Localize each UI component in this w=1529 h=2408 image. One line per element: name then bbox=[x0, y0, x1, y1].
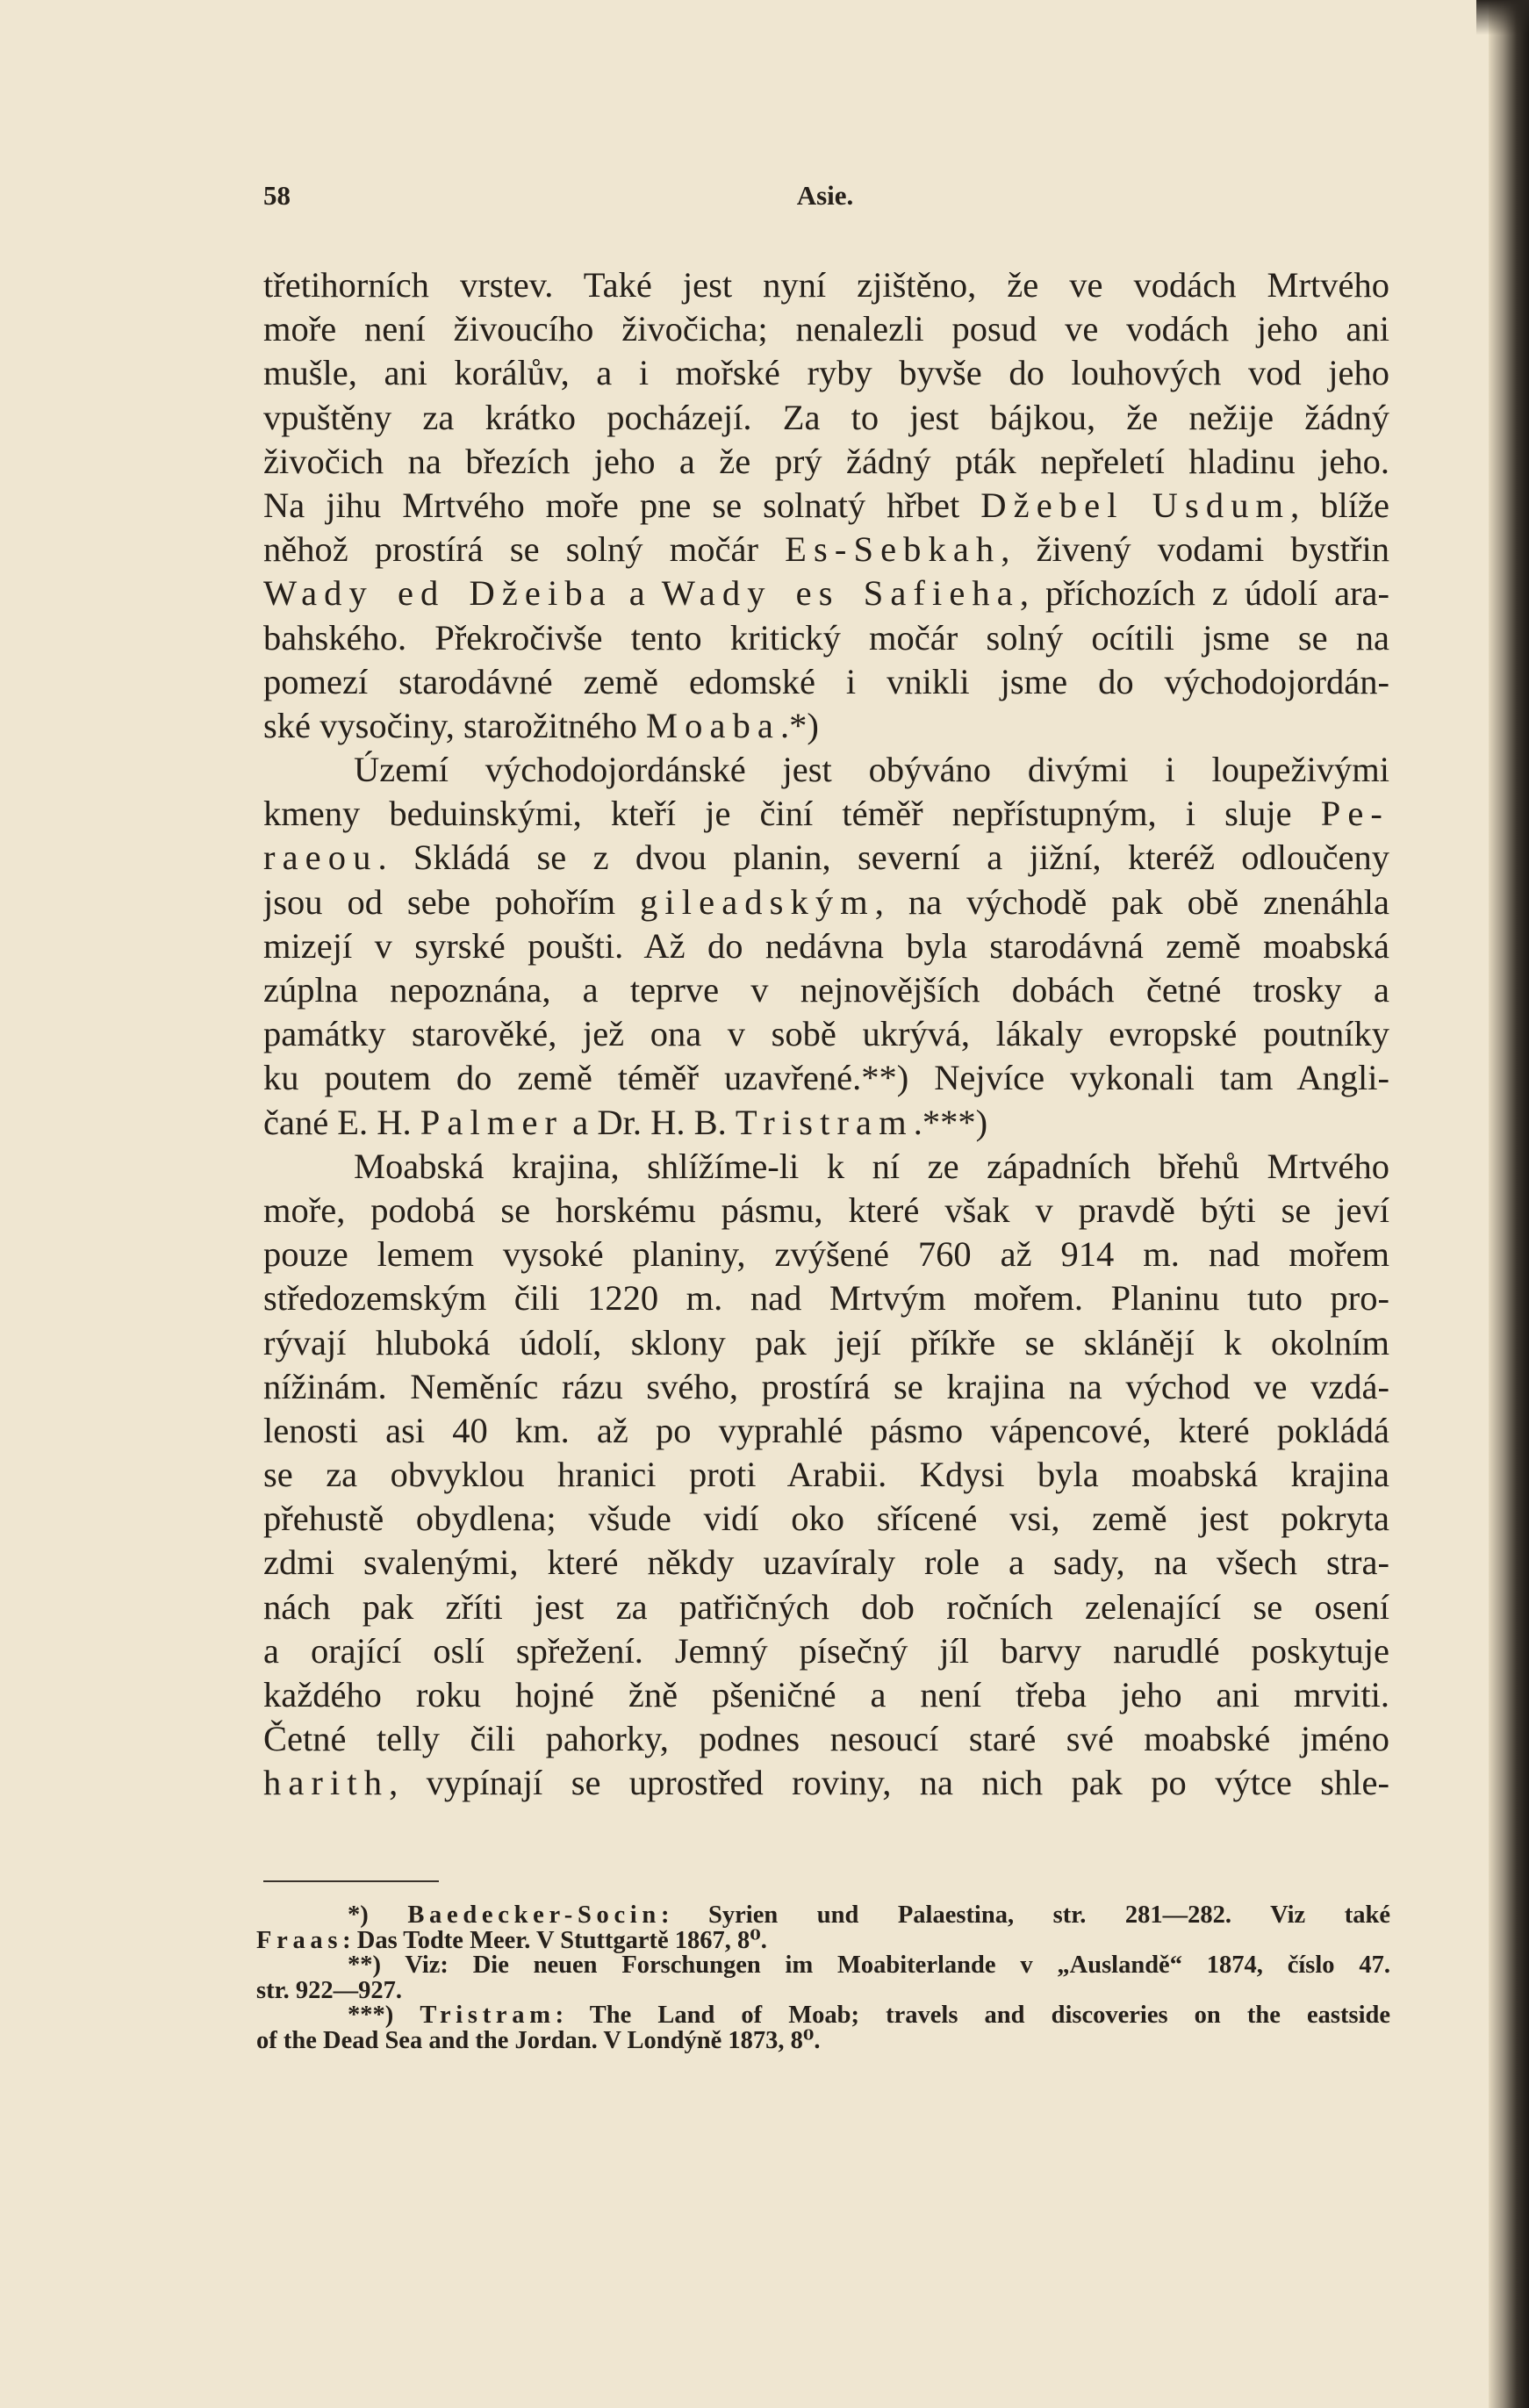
page-edge-shadow bbox=[1489, 0, 1529, 2408]
text-line: čané E. H. Palmer a Dr. H. B. Tristram.***) bbox=[263, 1102, 988, 1142]
text-line: ské vysočiny, starožitného Moaba.*) bbox=[263, 705, 819, 745]
spaced-name: Džebel Usdum bbox=[980, 485, 1291, 525]
text-line: přehustě obydlena; všude vidí oko sřícené vsi, země jest pokryta bbox=[263, 1499, 1389, 1539]
footnote-rule bbox=[263, 1880, 439, 1882]
page-number: 58 bbox=[263, 180, 291, 211]
spaced-name: Fraas bbox=[256, 1928, 343, 1953]
footnote-line: of the Dead Sea and the Jordan. V Londýně 1873, 8⁰. bbox=[256, 2028, 821, 2053]
spaced-name: raeou bbox=[263, 837, 378, 878]
running-head: Asie. bbox=[796, 180, 854, 211]
text-line: ku poutem do země téměř uzavřené.**) Nejvíce vykonali tam Angli- bbox=[263, 1058, 1389, 1098]
text-line: vpuštěny za krátko pocházejí. Za to jest bájkou, že nežije žádný bbox=[263, 397, 1389, 437]
footnotes bbox=[256, 1903, 1390, 2053]
text-line: Moabská krajina, shlížíme-li k ní ze západních břehů Mrtvého bbox=[354, 1146, 1389, 1186]
text-line: raeou. Skládá se z dvou planin, severní a jižní, kteréž odloučeny bbox=[263, 837, 1389, 878]
text-line: Území východojordánské jest obýváno divými i loupeživými bbox=[354, 750, 1389, 790]
text-line: nách pak zříti jest za patřičných dob ročních zelenající se osení bbox=[263, 1586, 1389, 1627]
text-line: mizejí v syrské poušti. Až do nedávna byla starodávná země moabská bbox=[263, 925, 1389, 966]
spaced-name: gileadským bbox=[640, 881, 875, 922]
page-header bbox=[263, 180, 1387, 215]
body-text bbox=[263, 263, 1389, 1806]
text-line: Četné telly čili pahorky, podnes nesoucí staré své moabské jméno bbox=[263, 1719, 1389, 1759]
footnote-line: *) Baedecker-Socin: Syrien und Palaestina, str. 281—282. Viz také bbox=[348, 1903, 1390, 1929]
footnote-line: **) Viz: Die neuen Forschungen im Moabiterlande v „Auslandě“ 1874, číslo 47. bbox=[348, 1953, 1390, 1979]
spaced-name: Tristram bbox=[420, 2003, 556, 2029]
text-line: živočich na březích jeho a že prý žádný pták nepřeletí hladinu jeho. bbox=[263, 441, 1389, 481]
spaced-name: Baedecker-Socin bbox=[407, 1903, 661, 1929]
text-line: rývají hluboká údolí, sklony pak její příkře se sklánějí k okolním bbox=[263, 1322, 1389, 1362]
text-line: Wady ed Džeiba a Wady es Safieha, příchozích z údolí ara- bbox=[263, 573, 1389, 614]
text-line: bahského. Překročivše tento kritický močár solný ocítili jsme se na bbox=[263, 617, 1389, 658]
text-line: zúplna nepoznána, a teprve v nejnovějších dobách četné trosky a bbox=[263, 970, 1389, 1010]
spaced-name: Es-Sebkah bbox=[785, 529, 1001, 570]
footnote-line: Fraas: Das Todte Meer. V Stuttgartě 1867, 8⁰. bbox=[256, 1928, 767, 1953]
text-line: Na jihu Mrtvého moře pne se solnatý hřbet Džebel Usdum, blíže bbox=[263, 485, 1389, 525]
text-line: kmeny beduinskými, kteří je činí téměř nepřístupným, i sluje Pe- bbox=[263, 794, 1389, 834]
footnote-line: str. 922—927. bbox=[256, 1978, 402, 2003]
text-line: jsou od sebe pohořím gileadským, na východě pak obě znenáhla bbox=[263, 881, 1389, 922]
text-line: moře, podobá se horskému pásmu, které však v pravdě býti se jeví bbox=[263, 1190, 1389, 1230]
text-line: pouze lemem vysoké planiny, zvýšené 760 až 914 m. nad mořem bbox=[263, 1234, 1389, 1275]
spaced-name: Tristram bbox=[735, 1102, 914, 1142]
text-line: mušle, ani korálův, a i mořské ryby byvše do louhových vod jeho bbox=[263, 353, 1389, 393]
spaced-name: harith bbox=[263, 1763, 390, 1803]
spaced-name: Wady ed Džeiba bbox=[263, 573, 613, 614]
spaced-name: Wady es Safieha bbox=[661, 573, 1020, 614]
text-line: třetihorních vrstev. Také jest nyní zjištěno, že ve vodách Mrtvého bbox=[263, 265, 1389, 305]
text-line: nížinám. Neměníc rázu svého, prostírá se krajina na východ ve vzdá- bbox=[263, 1366, 1389, 1406]
text-line: harith, vypínají se uprostřed roviny, na nich pak po výtce shle- bbox=[263, 1763, 1389, 1803]
spaced-name: Pe- bbox=[1320, 794, 1389, 834]
text-line: se za obvyklou hranici proti Arabii. Kdysi byla moabská krajina bbox=[263, 1455, 1389, 1495]
text-line: moře není živoucího živočicha; nenalezli posud ve vodách jeho ani bbox=[263, 309, 1389, 349]
text-line: středozemským čili 1220 m. nad Mrtvým mořem. Planinu tuto pro- bbox=[263, 1278, 1389, 1319]
text-line: lenosti asi 40 km. až po vyprahlé pásmo vápencové, které pokládá bbox=[263, 1410, 1389, 1450]
page-edge-corner bbox=[1476, 0, 1529, 35]
text-line: pomezí starodávné země edomské i vnikli jsme do východojordán- bbox=[263, 661, 1389, 701]
spaced-name: Moaba bbox=[646, 705, 780, 745]
footnote-line: ***) Tristram: The Land of Moab; travels and discoveries on the eastside bbox=[348, 2003, 1390, 2029]
text-line: a orající oslí spřežení. Jemný písečný jíl barvy narudlé poskytuje bbox=[263, 1630, 1389, 1671]
text-line: památky starověké, jež ona v sobě ukrývá, lákaly evropské poutníky bbox=[263, 1014, 1389, 1054]
spaced-name: Palmer bbox=[420, 1102, 564, 1142]
text-line: něhož prostírá se solný močár Es-Sebkah, živený vodami bystřin bbox=[263, 529, 1389, 570]
text-line: každého roku hojné žně pšeničné a není třeba jeho ani mrviti. bbox=[263, 1675, 1389, 1714]
text-line: zdmi svalenými, které někdy uzavíraly role a sady, na všech stra- bbox=[263, 1542, 1389, 1583]
